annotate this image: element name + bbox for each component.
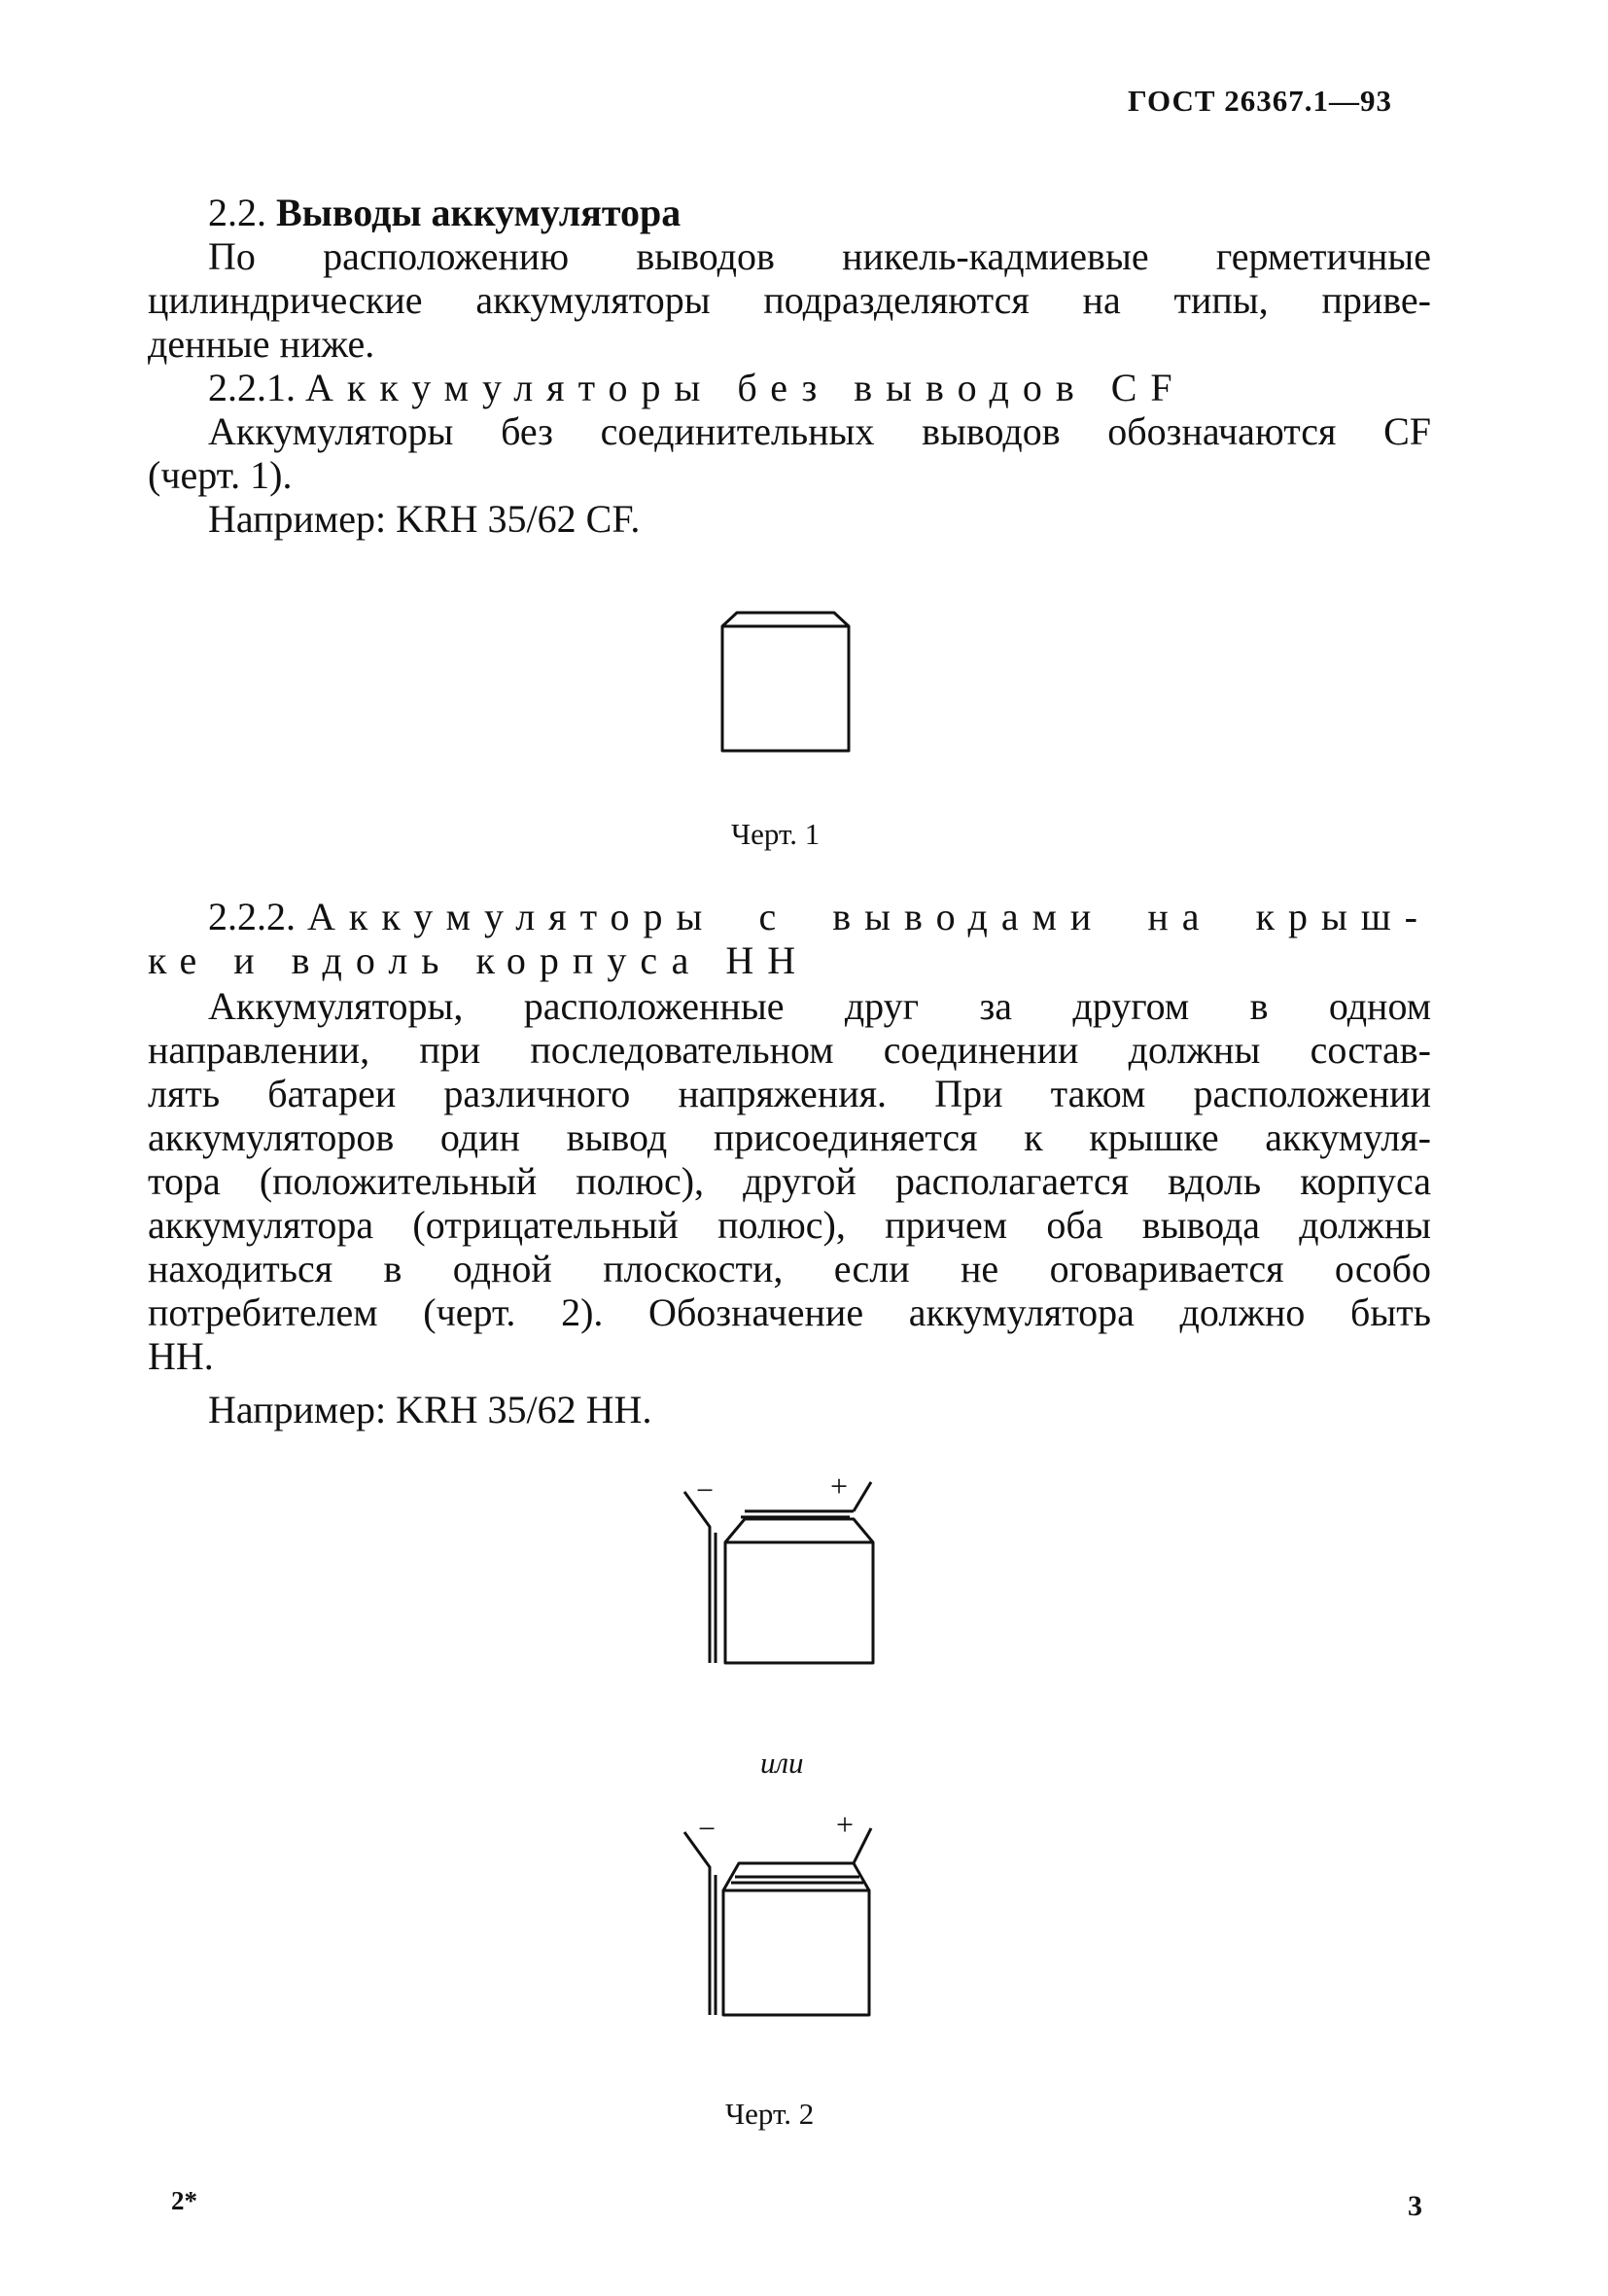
figure-1-battery-cf [719,611,856,757]
plus-label: + [836,1807,855,1842]
paragraph-line: потребителем (черт. 2). Обозначение аккумулятора должно быть [148,1290,1431,1334]
paragraph-line: направлении, при последовательном соединении должны состав- [148,1028,1431,1072]
paragraph-line: По расположению выводов никель-кадмиевые герметичные [208,234,1431,278]
or-label: или [760,1746,804,1780]
paragraph-line: находиться в одной плоскости, если не оговаривается особо [148,1247,1431,1290]
example-line: Например: KRH 35/62 CF. [208,497,641,541]
figure-2-battery-hh-variant-a [681,1478,885,1702]
section-title: Выводы аккумулятора [276,191,682,234]
figure-1-caption: Черт. 1 [731,817,821,851]
paragraph-line: (черт. 1). [148,453,293,497]
paragraph-line: цилиндрические аккумуляторы подразделяются на типы, приве- [148,278,1431,322]
battery-body [725,1542,873,1663]
battery-body [722,626,849,751]
paragraph-line: Аккумуляторы, расположенные друг за другом в одном [208,984,1431,1028]
negative-terminal [684,1492,710,1663]
section-2-2-paragraph [148,234,1431,366]
example-line: Например: KRH 35/62 HH. [208,1388,652,1431]
subsection-number: 2.2.2. [208,895,296,938]
minus-label: − [698,1811,717,1846]
subsection-title-line: ке и вдоль корпуса HH [148,938,810,982]
section-number: 2.2. [208,191,266,234]
section-2-2-1 [148,366,1431,541]
plus-label: + [830,1468,849,1503]
section-2-2-heading [148,191,1431,234]
paragraph-line: аккумуляторов один вывод присоединяется к крышке аккумуля- [148,1115,1431,1159]
page-number: 3 [1408,2190,1422,2222]
minus-label: − [696,1472,715,1507]
subsection-number: 2.2.1. [208,366,296,409]
paragraph-line: лять батареи различного напряжения. При таком расположении [148,1072,1431,1115]
positive-terminal-lead [854,1828,871,1863]
standard-code-header: ГОСТ 26367.1—93 [1128,84,1393,118]
paragraph-line: HH. [148,1334,214,1378]
section-2-2-2-paragraph [148,984,1431,1431]
battery-cap [725,1519,873,1542]
paragraph-line: Аккумуляторы без соединительных выводов обозначаются CF [208,409,1431,453]
paragraph-line: денные ниже. [148,322,375,366]
battery-body [723,1890,869,2015]
negative-terminal [684,1832,710,2015]
section-2-2-2 [148,895,1431,982]
battery-cap [722,613,849,626]
subsection-title: Аккумуляторы без выводов CF [305,366,1186,409]
figure-2-caption: Черт. 2 [725,2097,815,2131]
signature-mark: 2* [171,2186,197,2215]
paragraph-line: тора (положительный полюс), другой располагается вдоль корпуса [148,1159,1431,1203]
figure-2-battery-hh-variant-b [681,1820,885,2034]
subsection-title-line: Аккумуляторы с выводами на крыш- [307,895,1431,938]
paragraph-line: аккумулятора (отрицательный полюс), причем оба вывода должны [148,1203,1431,1247]
positive-terminal-lead [854,1482,871,1511]
